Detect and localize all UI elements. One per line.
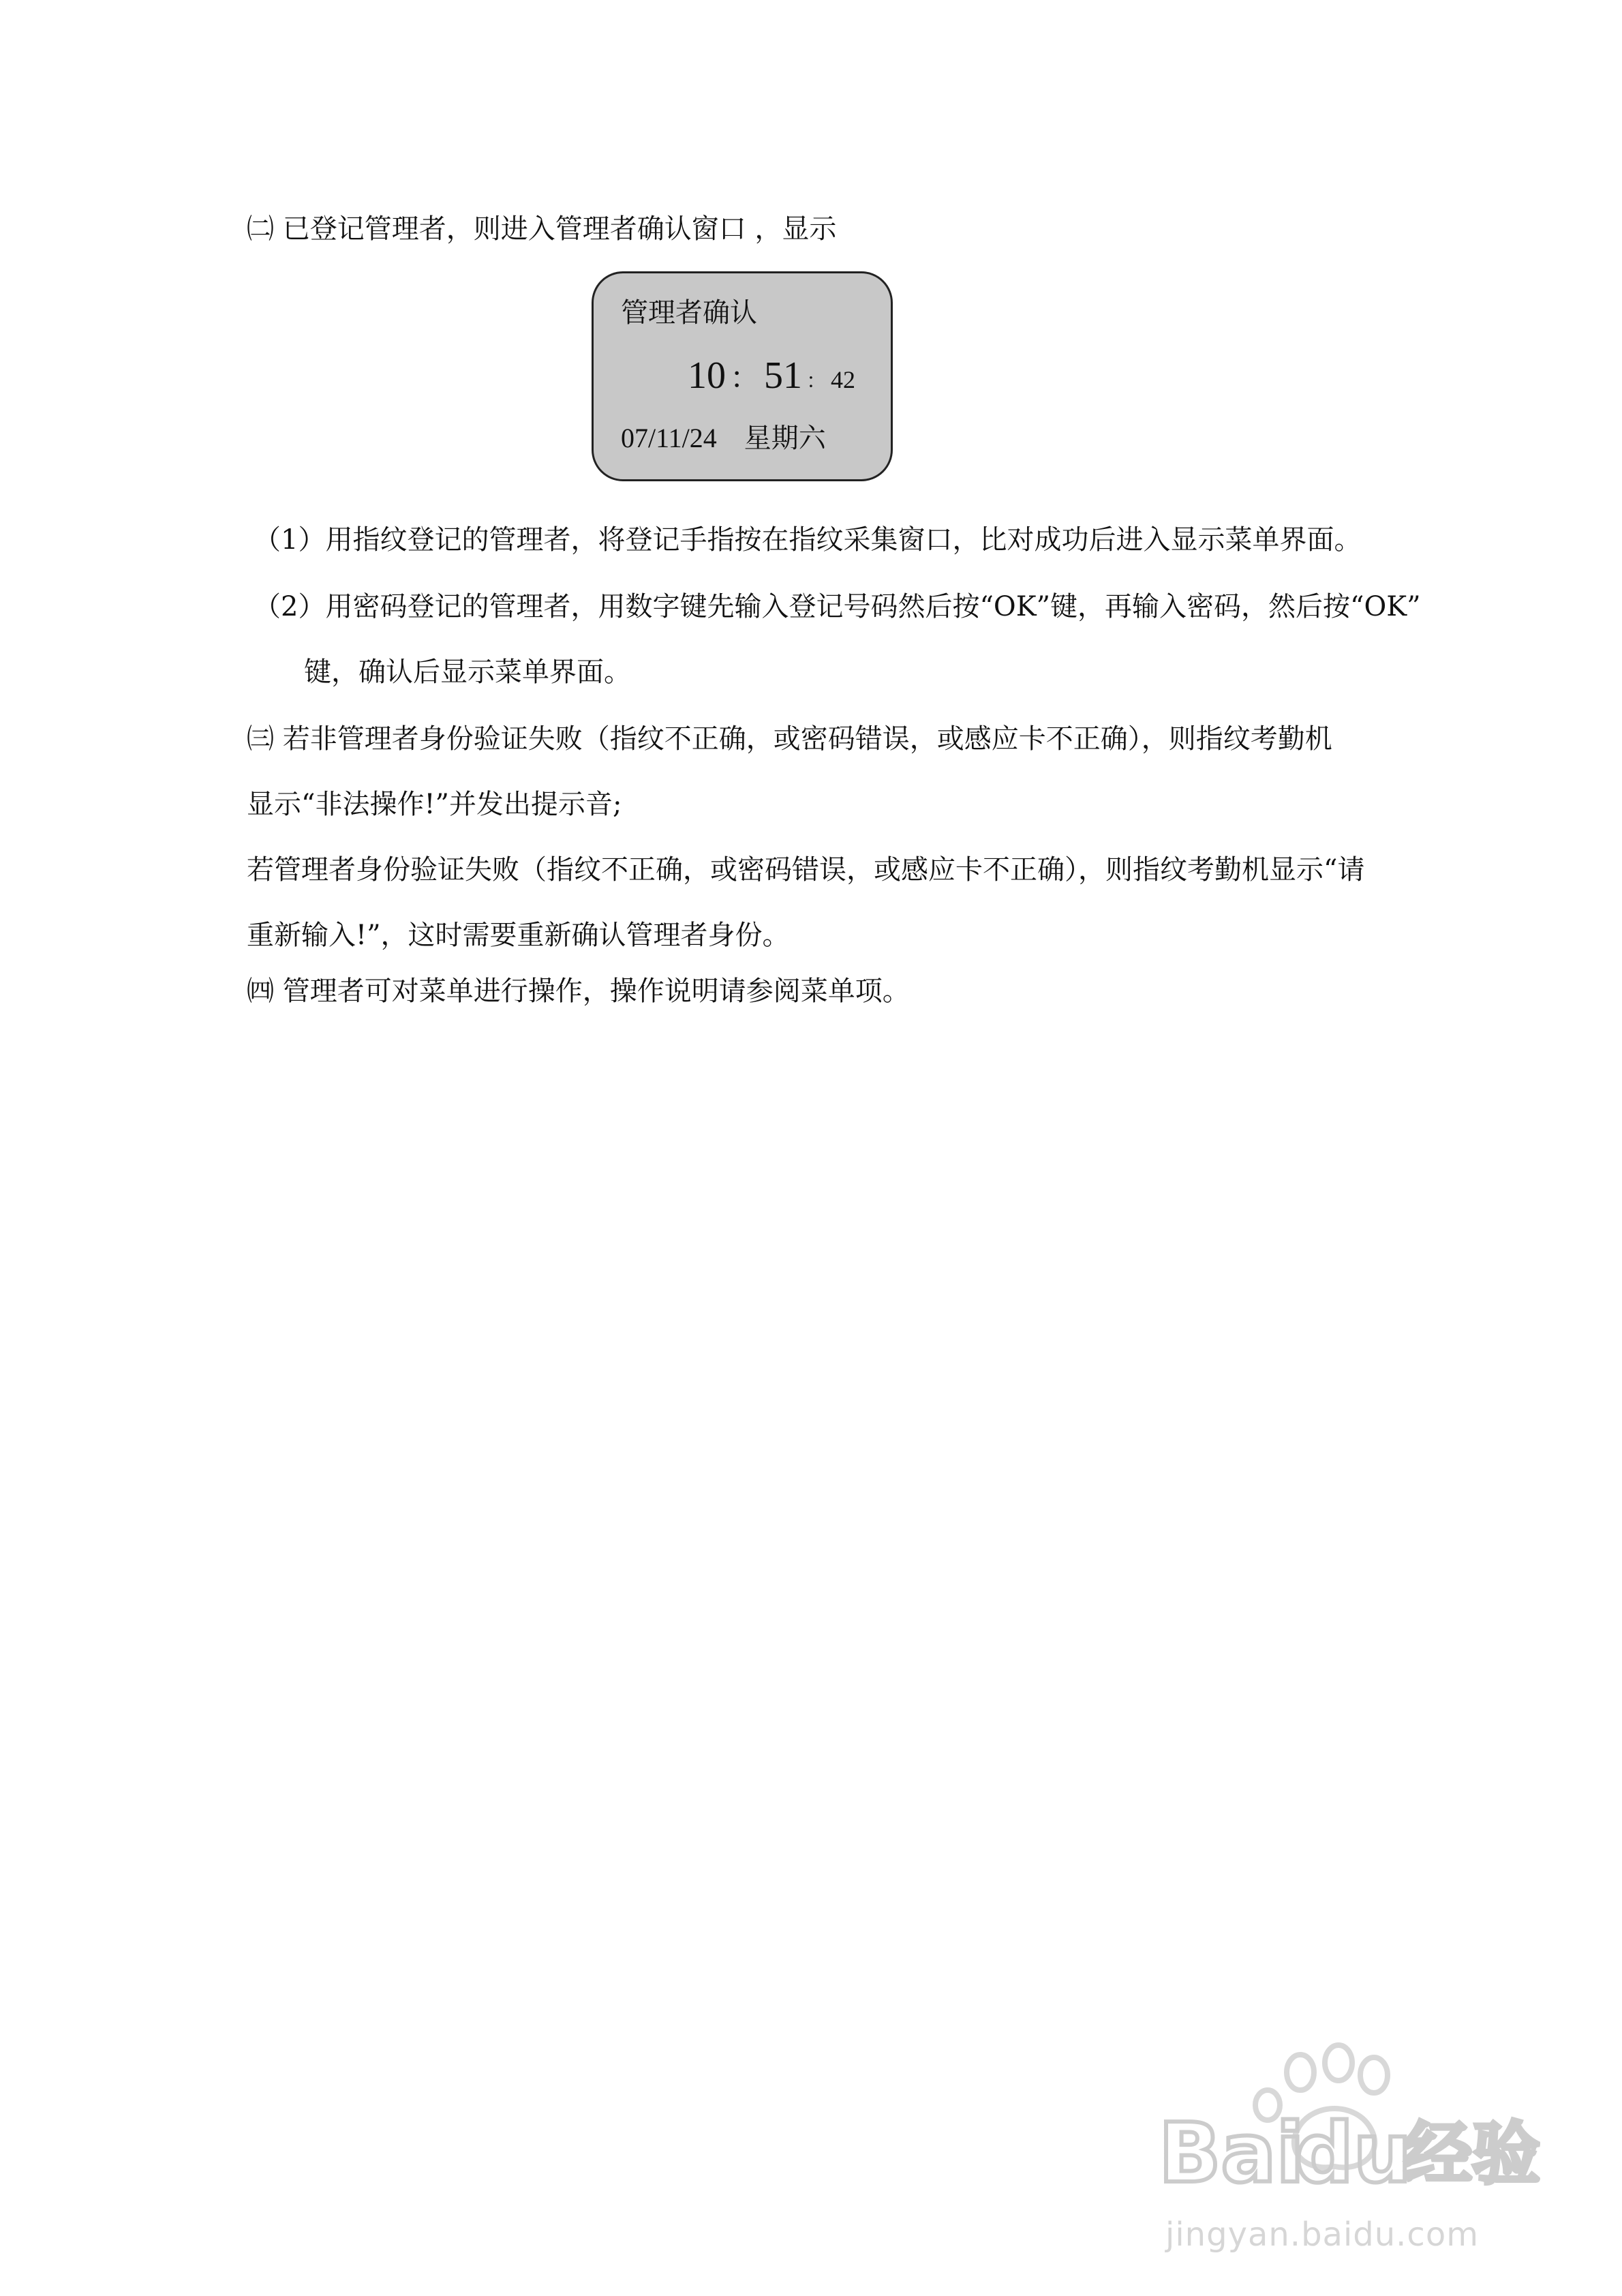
lcd-time-separator: ： — [730, 361, 760, 395]
lcd-time-separator: ： — [806, 369, 827, 393]
lcd-time — [688, 354, 855, 397]
section-3-line-1: ㈢ 若非管理者身份验证失败（指纹不正确，或密码错误，或感应卡不正确），则指纹考勤机 — [247, 723, 1332, 755]
lcd-date-row — [621, 425, 826, 452]
lcd-time-second: 42 — [831, 366, 855, 393]
baidu-paw-logo-icon — [1159, 2031, 1540, 2202]
svg-text:经验: 经验 — [1404, 2114, 1540, 2194]
item-1-text: （1）用指纹登记的管理者，将登记手指按在指纹采集窗口，比对成功后进入显示菜单界面。 — [254, 524, 1362, 556]
lcd-time-hour: 10 — [688, 354, 726, 397]
lcd-date: 07/11/24 — [621, 423, 717, 453]
baidu-jingyan-watermark — [1159, 2031, 1540, 2277]
section-3-line-2: 显示“非法操作!”并发出提示音; — [247, 789, 622, 820]
item-2-line-1: （2）用密码登记的管理者，用数字键先输入登记号码然后按“OK”键，再输入密码，然后按“OK” — [254, 591, 1421, 622]
section-4-text: ㈣ 管理者可对菜单进行操作，操作说明请参阅菜单项。 — [247, 976, 910, 1007]
section-3-line-3: 若管理者身份验证失败（指纹不正确，或密码错误，或感应卡不正确），则指纹考勤机显示“请 — [247, 854, 1365, 886]
lcd-time-minute: 51 — [764, 354, 802, 397]
section-2-heading: ㈡ 已登记管理者，则进入管理者确认窗口 ，显示 — [247, 213, 837, 245]
lcd-display — [592, 271, 893, 481]
svg-text:du: du — [1295, 2106, 1412, 2201]
lcd-title: 管理者确认 — [621, 297, 757, 329]
svg-text:Bai: Bai — [1159, 2106, 1304, 2201]
section-3-line-4: 重新输入!”，这时需要重新确认管理者身份。 — [247, 920, 790, 951]
lcd-weekday: 星期六 — [744, 423, 826, 454]
watermark-url: jingyan.baidu.com — [1165, 2216, 1479, 2254]
item-2-line-2: 键，确认后显示菜单界面。 — [304, 656, 631, 688]
